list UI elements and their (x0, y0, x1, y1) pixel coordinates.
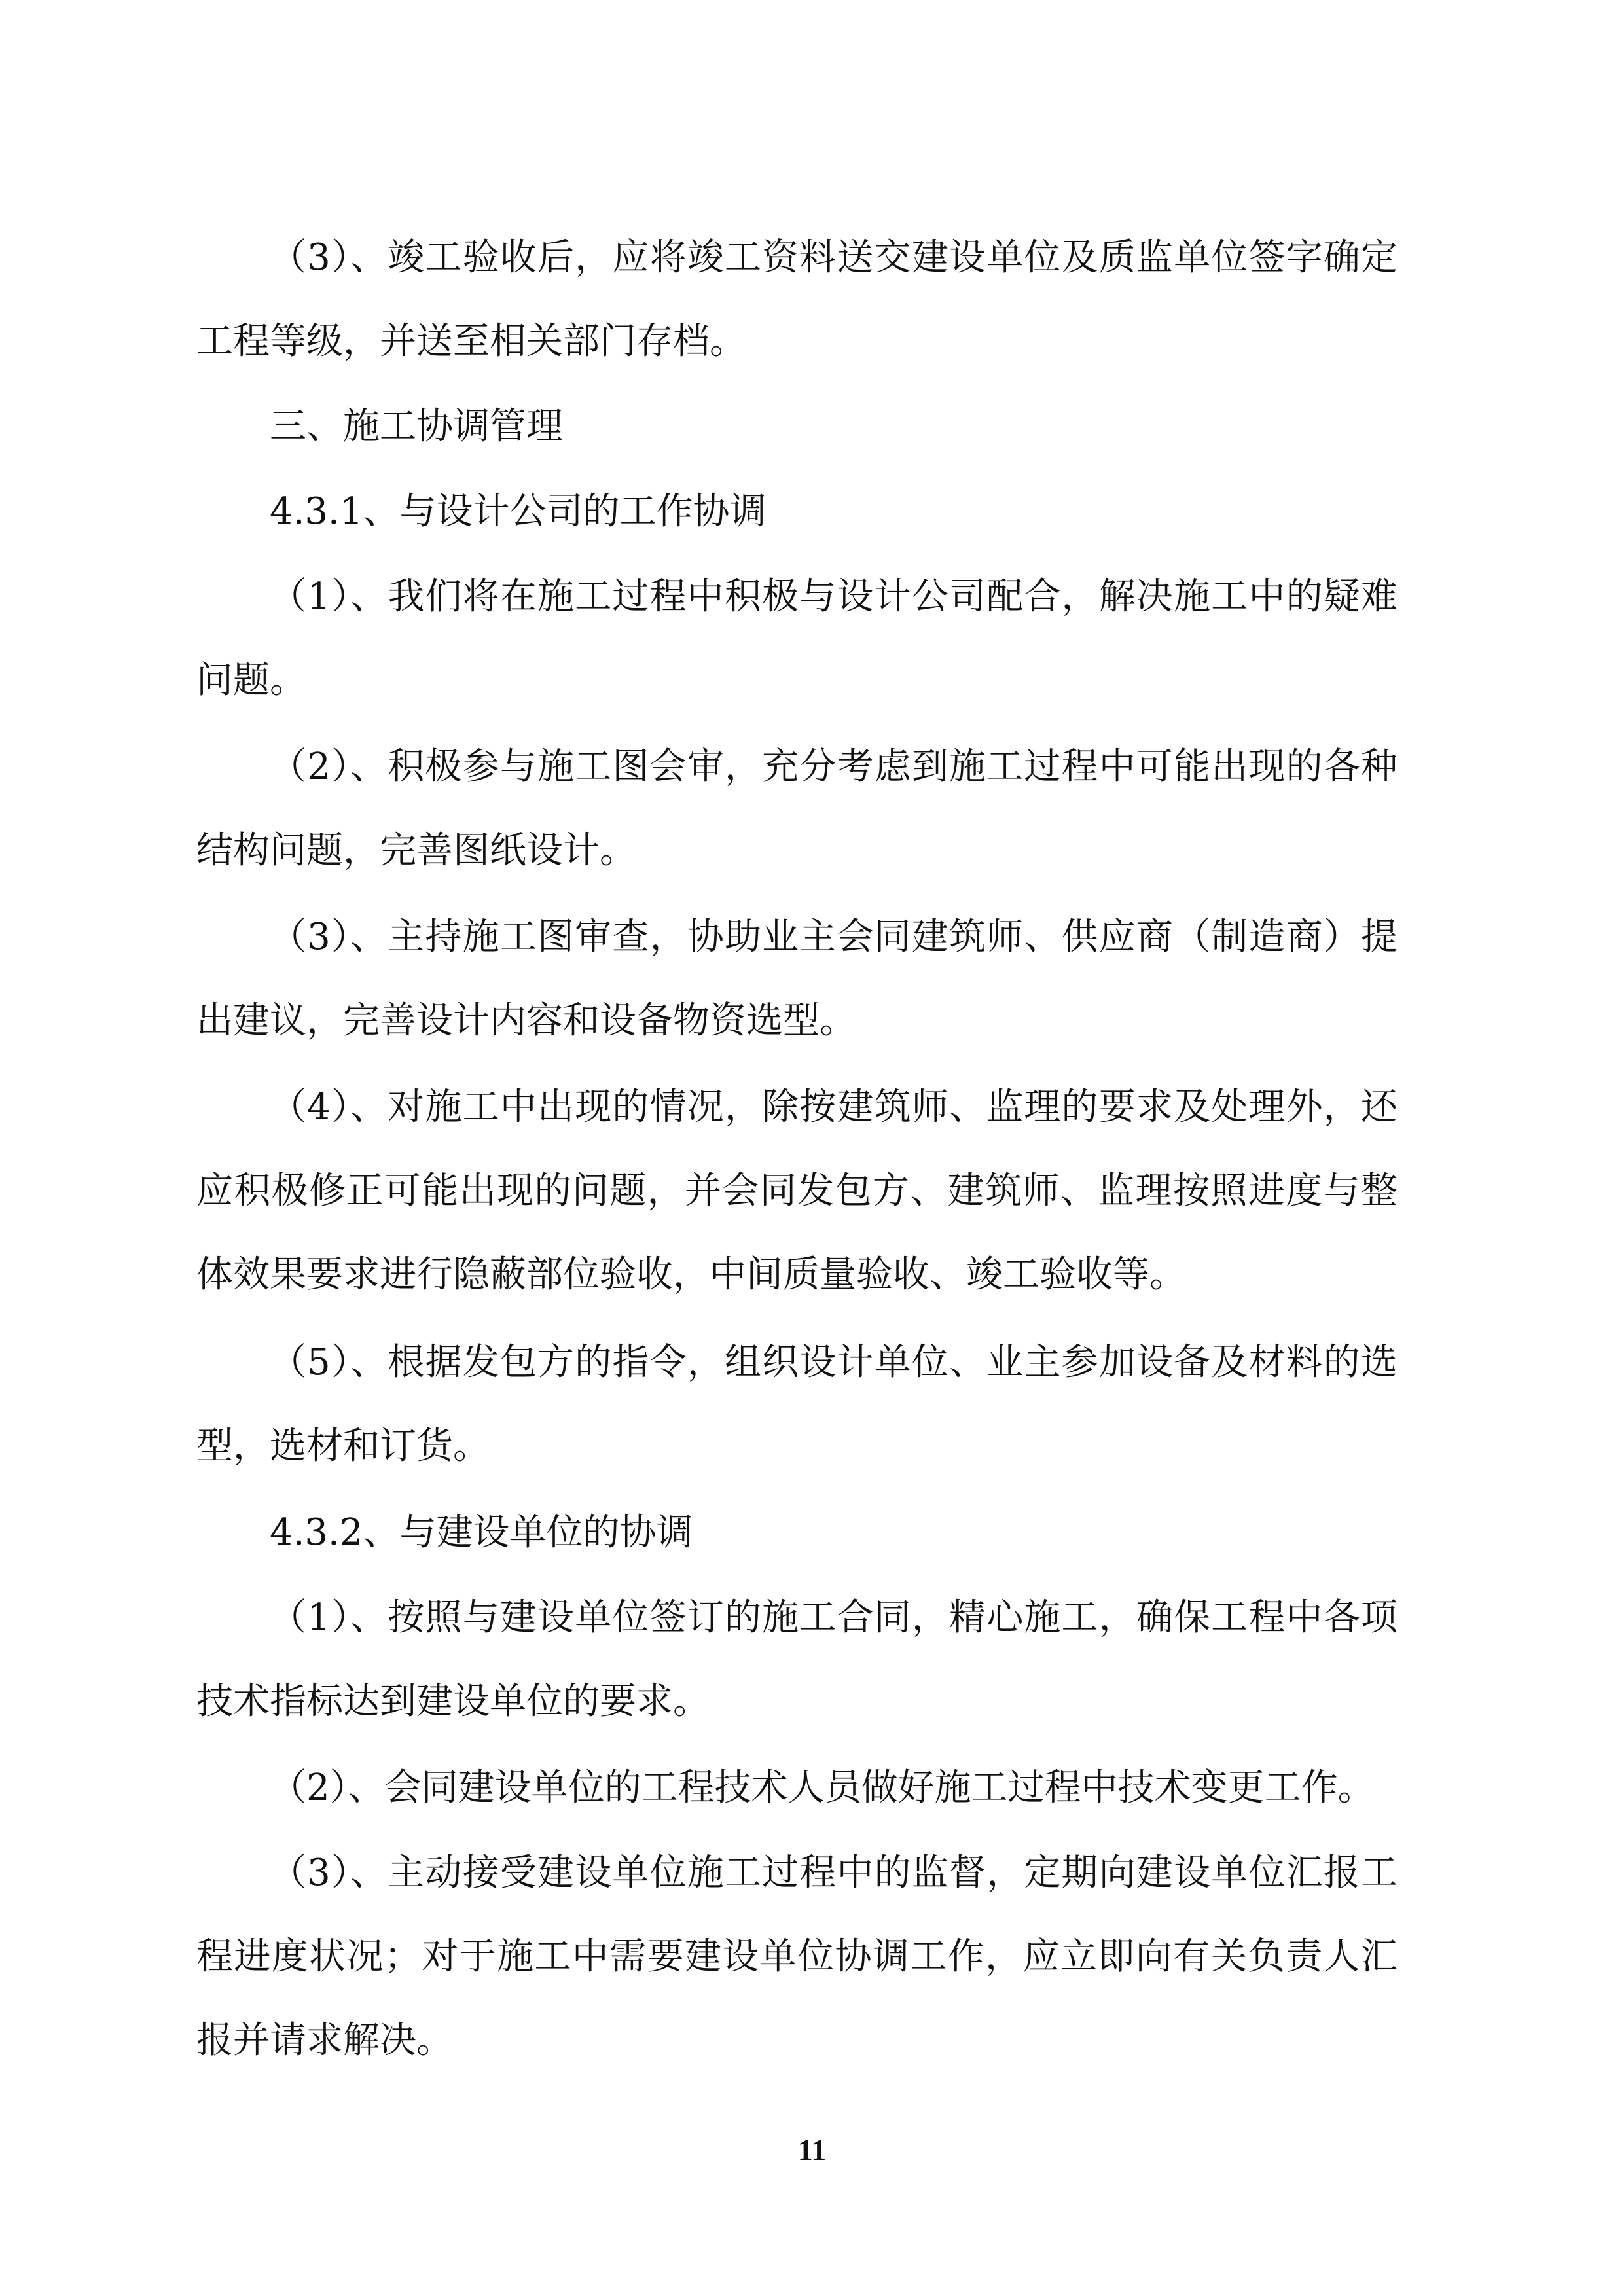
paragraph-completion-acceptance: （3）、竣工验收后，应将竣工资料送交建设单位及质监单位签字确定工程等级，并送至相关部门存档。 (196, 236, 1398, 363)
section-heading-construction-coordination: 三、施工协调管理 (270, 405, 563, 448)
paragraph-design-item-4: （4）、对施工中出现的情况，除按建筑师、监理的要求及处理外，还应积极修正可能出现的问题，并会同发包方、建筑师、监理按照进度与整体效果要求进行隐蔽部位验收，中间质量验收、竣工验收等。 (196, 1086, 1398, 1296)
subsection-heading-design-company: 4.3.1、与设计公司的工作协调 (270, 490, 767, 533)
paragraph-design-item-3: （3）、主持施工图审查，协助业主会同建筑师、供应商（制造商）提出建议，完善设计内容和设备物资选型。 (196, 916, 1398, 1042)
page-number: 11 (797, 2133, 827, 2166)
paragraph-design-item-1: （1）、我们将在施工过程中积极与设计公司配合，解决施工中的疑难问题。 (196, 575, 1398, 702)
paragraph-owner-item-2: （2）、会同建设单位的工程技术人员做好施工过程中技术变更工作。 (270, 1767, 1375, 1809)
paragraph-owner-item-3: （3）、主动接受建设单位施工过程中的监督，定期向建设单位汇报工程进度状况；对于施工中需要建设单位协调工作，应立即向有关负责人汇报并请求解决。 (196, 1852, 1398, 2062)
paragraph-design-item-2: （2）、积极参与施工图会审，充分考虑到施工过程中可能出现的各种结构问题，完善图纸设计。 (196, 745, 1398, 872)
paragraph-owner-item-1: （1）、按照与建设单位签订的施工合同，精心施工，确保工程中各项技术指标达到建设单位的要求。 (196, 1596, 1398, 1723)
subsection-heading-construction-unit: 4.3.2、与建设单位的协调 (270, 1511, 693, 1554)
paragraph-design-item-5: （5）、根据发包方的指令，组织设计单位、业主参加设备及材料的选型，选材和订货。 (196, 1341, 1398, 1467)
